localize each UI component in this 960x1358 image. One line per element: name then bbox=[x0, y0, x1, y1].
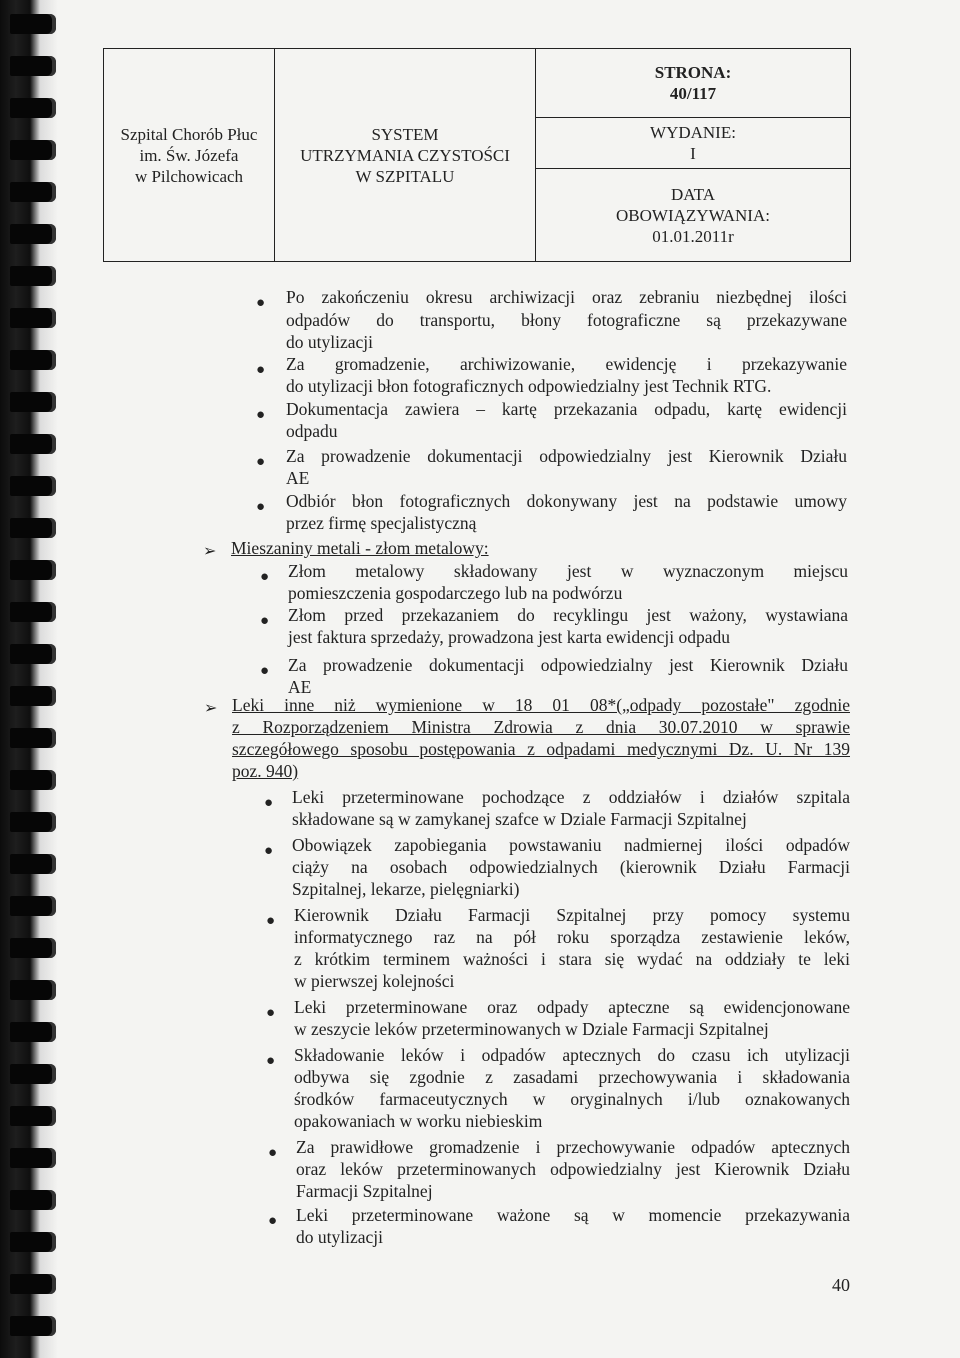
edition-label: WYDANIE: bbox=[650, 123, 736, 142]
bullet-icon: ● bbox=[268, 1145, 278, 1161]
list-item: Za prowadzenie dokumentacji odpowiedzialny jest Kierownik Działu bbox=[286, 446, 847, 466]
bullet-icon: ● bbox=[260, 569, 270, 585]
list-item-cont: AE bbox=[286, 468, 310, 488]
date-label-line-1: DATA bbox=[671, 184, 715, 204]
bullet-icon: ● bbox=[266, 1005, 276, 1021]
list-item-cont: Farmacji Szpitalnej bbox=[296, 1181, 433, 1201]
list-item-cont: w zeszycie leków przeterminowanych w Dziale Farmacji Szpitalnej bbox=[294, 1019, 769, 1039]
arrow-bullet-icon: ➢ bbox=[203, 543, 217, 560]
list-item-cont: AE bbox=[288, 677, 312, 697]
list-item-cont: Szpitalnej, lekarze, pielęgniarki) bbox=[292, 879, 520, 899]
page-label: STRONA: bbox=[654, 63, 732, 82]
list-item-cont: informatycznego raz na pół roku sporządza zestawienie leków, bbox=[294, 927, 850, 947]
edition-value: I bbox=[690, 144, 696, 163]
list-item-cont: odpadu bbox=[286, 421, 338, 441]
date-label-line-2: OBOWIĄZYWANIA: bbox=[616, 205, 770, 225]
system-title-line-1: SYSTEM bbox=[371, 124, 439, 144]
list-item-cont: środków farmaceutycznych w oryginalnych i/lub oznakowanych bbox=[294, 1089, 850, 1109]
list-item-cont: ciąży na osobach odpowiedzialnych (kierownik Działu Farmacji bbox=[292, 857, 850, 877]
list-item: Składowanie leków i odpadów aptecznych do czasu ich utylizacji bbox=[294, 1045, 850, 1065]
list-item: Za prowadzenie dokumentacji odpowiedzialny jest Kierownik Działu bbox=[288, 655, 848, 675]
bullet-icon: ● bbox=[268, 1213, 278, 1229]
list-item: Leki przeterminowane ważone są w momencie przekazywania bbox=[296, 1205, 850, 1225]
bullet-icon: ● bbox=[260, 663, 270, 679]
bullet-icon: ● bbox=[256, 454, 266, 470]
bullet-icon: ● bbox=[260, 613, 270, 629]
list-item-cont: pomieszczenia gospodarczego lub na podwórzu bbox=[288, 583, 623, 603]
list-item-cont: opakowaniach w worku niebieskim bbox=[294, 1111, 543, 1131]
list-item: Za gromadzenie, archiwizowanie, ewidencję i przekazywanie bbox=[286, 354, 847, 374]
list-item-cont: do utylizacji bbox=[296, 1227, 383, 1247]
list-item-cont: odbywa się zgodnie z zasadami przechowywania i składowania bbox=[294, 1067, 850, 1087]
list-item-cont: składowane są w zamykanej szafce w Dziale Farmacji Szpitalnej bbox=[292, 809, 747, 829]
list-item-cont: jest faktura sprzedaży, prowadzona jest karta ewidencji odpadu bbox=[288, 627, 731, 647]
list-item-cont: w pierwszej kolejności bbox=[294, 971, 455, 991]
bullet-icon: ● bbox=[256, 295, 266, 311]
list-item: Odbiór błon fotograficznych dokonywany jest na podstawie umowy bbox=[286, 491, 847, 511]
section-heading-cont: poz. 940) bbox=[232, 761, 299, 781]
bullet-icon: ● bbox=[264, 795, 274, 811]
list-item: Kierownik Działu Farmacji Szpitalnej przy pomocy systemu bbox=[294, 905, 850, 925]
hospital-name-line-3: w Pilchowicach bbox=[134, 166, 244, 186]
list-item: Obowiązek zapobiegania powstawaniu nadmiernej ilości odpadów bbox=[292, 835, 850, 855]
list-item: Po zakończeniu okresu archiwizacji oraz zebraniu niezbędnej ilości bbox=[286, 287, 847, 307]
bullet-icon: ● bbox=[264, 843, 274, 859]
list-item: Złom metalowy składowany jest w wyznaczonym miejscu bbox=[288, 561, 848, 581]
list-item-cont: oraz leków przeterminowanych odpowiedzialny jest Kierownik Działu bbox=[296, 1159, 850, 1179]
hospital-name-line-1: Szpital Chorób Płuc bbox=[120, 124, 258, 144]
page-value: 40/117 bbox=[669, 84, 717, 103]
list-item: Za prawidłowe gromadzenie i przechowywanie odpadów aptecznych bbox=[296, 1137, 850, 1157]
bullet-icon: ● bbox=[266, 913, 276, 929]
bullet-icon: ● bbox=[266, 1053, 276, 1069]
date-value: 01.01.2011r bbox=[652, 226, 734, 246]
bullet-icon: ● bbox=[256, 499, 266, 515]
list-item-cont: do utylizacji bbox=[286, 332, 373, 352]
system-title-line-3: W SZPITALU bbox=[355, 166, 455, 186]
section-heading-cont: z Rozporządzeniem Ministra Zdrowia z dnia 30.07.2010 w sprawie bbox=[232, 717, 850, 737]
list-item: Dokumentacja zawiera – kartę przekazania odpadu, kartę ewidencji bbox=[286, 399, 847, 419]
bullet-icon: ● bbox=[256, 407, 266, 423]
list-item: Złom przed przekazaniem do recyklingu jest ważony, wystawiana bbox=[288, 605, 848, 625]
section-heading-cont: szczegółowego sposobu postępowania z odpadami medycznymi Dz. U. Nr 139 bbox=[232, 739, 850, 759]
arrow-bullet-icon: ➢ bbox=[204, 700, 218, 717]
list-item-cont: odpadów do transportu, błony fotograficzne są przekazywane bbox=[286, 310, 847, 330]
section-heading: Leki inne niż wymienione w 18 01 08*(„odpady pozostałe" zgodnie bbox=[232, 695, 850, 715]
list-item-cont: przez firmę specjalistyczną bbox=[286, 513, 477, 533]
list-item: Leki przeterminowane pochodzące z oddziałów i działów szpitala bbox=[292, 787, 850, 807]
page-number: 40 bbox=[832, 1275, 850, 1295]
section-heading: Mieszaniny metali - złom metalowy: bbox=[231, 538, 489, 558]
list-item-cont: z krótkim terminem ważności i stara się wydać na oddziały te leki bbox=[294, 949, 850, 969]
system-title-line-2: UTRZYMANIA CZYSTOŚCI bbox=[300, 145, 510, 165]
list-item: Leki przeterminowane oraz odpady apteczne są ewidencjonowane bbox=[294, 997, 850, 1017]
hospital-name-line-2: im. Św. Józefa bbox=[139, 145, 239, 165]
list-item-cont: do utylizacji błon fotograficznych odpowiedzialny jest Technik RTG. bbox=[286, 376, 772, 396]
bullet-icon: ● bbox=[256, 362, 266, 378]
